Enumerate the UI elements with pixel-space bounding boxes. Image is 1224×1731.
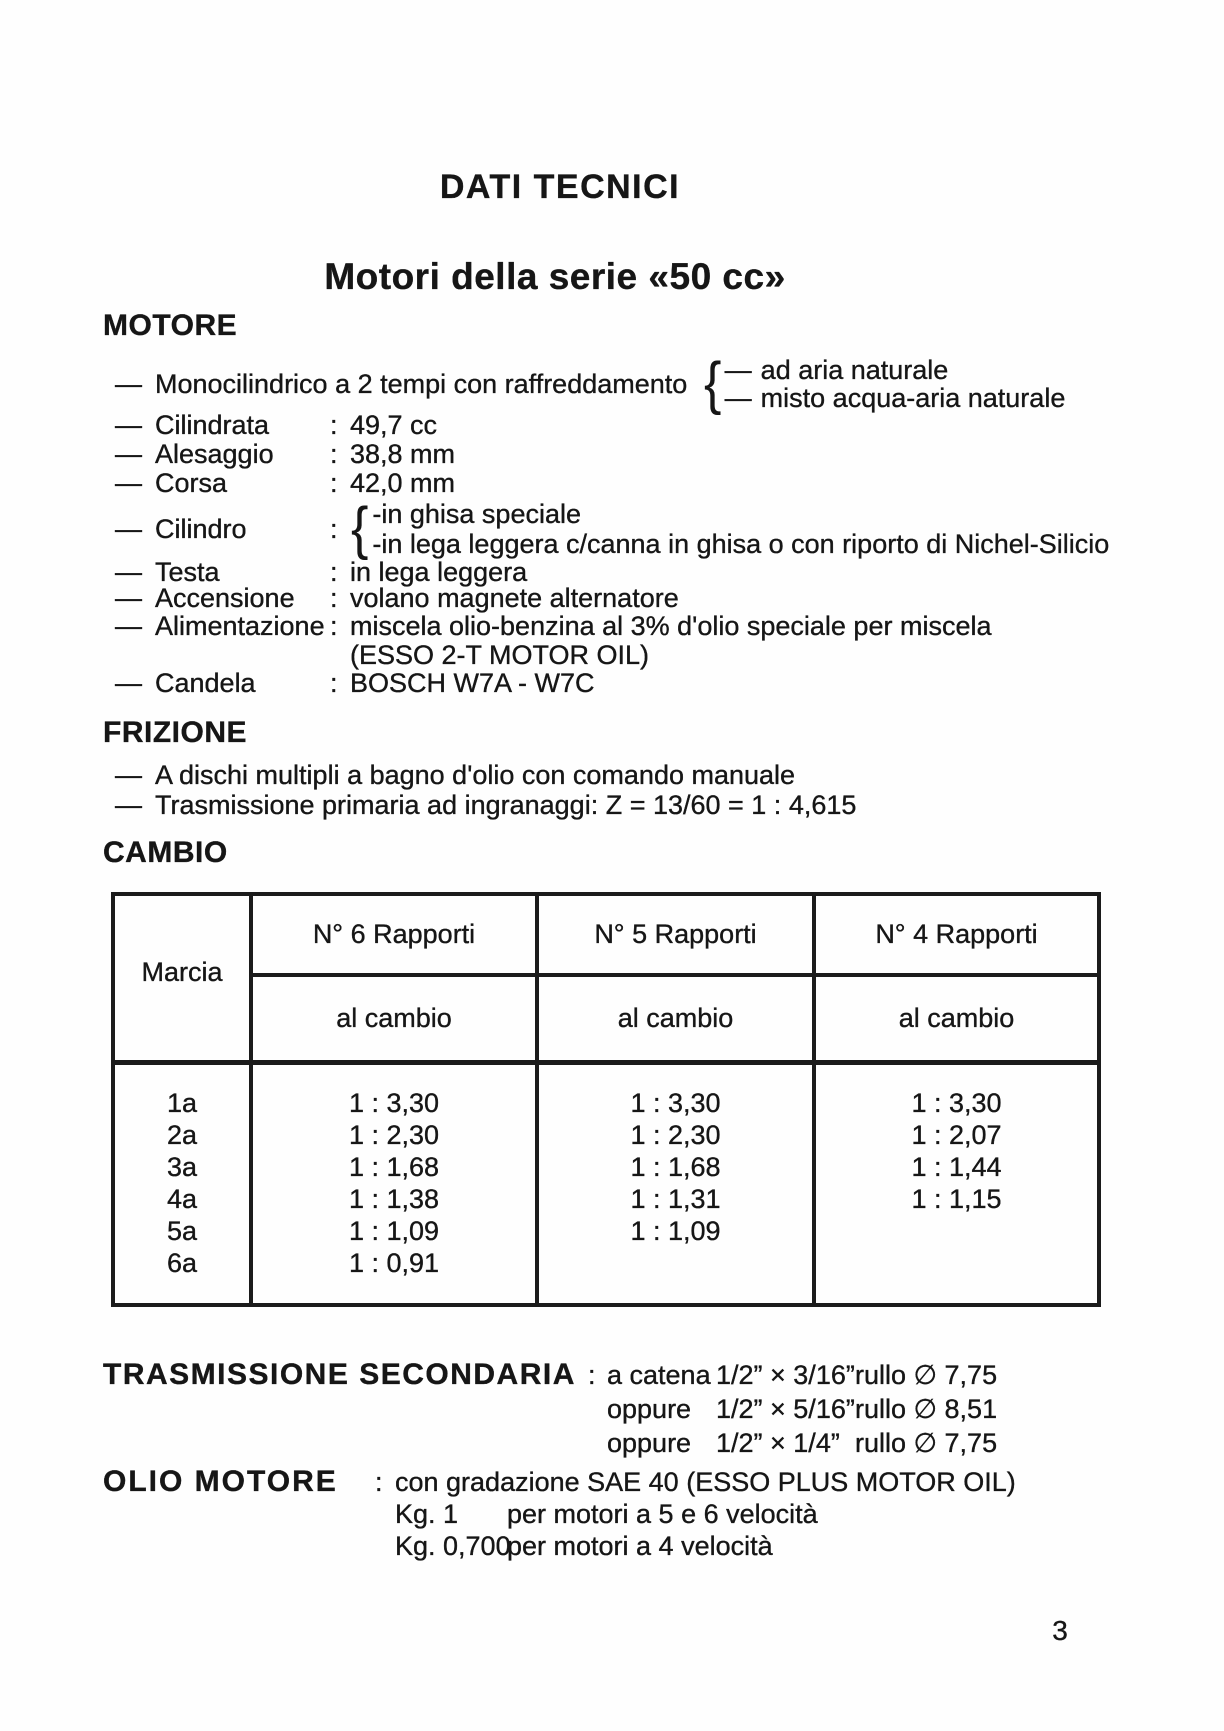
table-header-4-rapporti: N° 4 Rapporti — [875, 919, 1038, 949]
table-header-5-rapporti: N° 5 Rapporti — [539, 896, 816, 973]
dash-bullet: — — [115, 368, 142, 399]
spec-row-candela — [103, 669, 595, 698]
cilindro-options — [372, 499, 1109, 559]
chain-spec-roller: rullo ∅ 7,75 — [855, 1360, 998, 1390]
dash-bullet: — — [115, 611, 142, 641]
spec-value-multiline — [350, 612, 991, 670]
spec-row-raffreddamento — [103, 352, 1065, 416]
ratio-value: 1 : 1,15 — [911, 1184, 1002, 1214]
colon: : — [330, 583, 338, 613]
dash-bullet: — — [115, 410, 142, 440]
option-line — [725, 356, 1066, 384]
spec-value-line: miscela olio-benzina al 3% d'olio speciale per miscela — [350, 611, 992, 641]
ratio-value: 1 : 1,44 — [911, 1152, 1002, 1182]
trasmissione-lines — [607, 1358, 997, 1460]
list-item-text: A dischi multipli a bagno d'olio con comando manuale — [155, 760, 796, 790]
dash-bullet: — — [115, 760, 142, 790]
spec-label: Cilindro — [155, 513, 247, 544]
colon: : — [330, 513, 338, 544]
dash-bullet: — — [115, 439, 142, 469]
dash-bullet: — — [115, 668, 142, 698]
page-subtitle: Motori della serie «50 cc» — [324, 256, 786, 297]
oil-qty-desc: per motori a 4 velocità — [507, 1531, 773, 1561]
ratio-value: 1 : 2,30 — [348, 1120, 440, 1150]
table-subheader-al-cambio: al cambio — [816, 973, 1097, 1060]
spec-label: Corsa — [155, 468, 228, 498]
raffreddamento-options — [725, 356, 1066, 412]
oil-qty: Kg. 1 — [395, 1499, 459, 1529]
list-item-text: Trasmissione primaria ad ingranaggi: Z = 13/60 = 1 : 4,615 — [155, 790, 857, 820]
spec-text: Monocilindrico a 2 tempi con raffreddamento — [155, 368, 688, 399]
colon: : — [330, 468, 338, 498]
dash-bullet: — — [724, 383, 752, 413]
ratio-column-5 — [539, 1060, 816, 1303]
list-item — [103, 790, 856, 820]
frizione-items — [103, 760, 856, 820]
page-title: DATI TECNICI — [439, 168, 681, 206]
colon: : — [375, 1467, 383, 1497]
chain-spec-roller: rullo ∅ 8,51 — [855, 1394, 998, 1424]
brace-glyph: { — [350, 496, 369, 561]
section-heading-motore: MOTORE — [103, 309, 238, 342]
spec-row-cilindro — [103, 498, 1109, 560]
oil-grade-line: con gradazione SAE 40 (ESSO PLUS MOTOR OIL) — [395, 1467, 1016, 1497]
spec-label: Accensione — [155, 583, 295, 613]
olio-motore-block — [103, 1466, 1016, 1562]
section-heading-trasmissione-secondaria: TRASMISSIONE SECONDARIA — [103, 1358, 576, 1391]
olio-lines — [395, 1466, 1016, 1562]
colon: : — [330, 439, 338, 469]
gear-label: 2a — [166, 1120, 198, 1150]
chain-spec-size: 1/2” × 3/16” — [716, 1360, 855, 1390]
ratio-value: 1 : 0,91 — [348, 1248, 440, 1278]
dash-bullet: — — [115, 513, 142, 544]
table-row-header-marcia: Marcia — [115, 896, 253, 1060]
ratio-column-6 — [253, 1060, 539, 1303]
option-line — [725, 384, 1066, 412]
chain-spec-line — [607, 1426, 997, 1460]
spec-row-corsa — [103, 469, 455, 498]
spec-label: Testa — [155, 557, 220, 587]
ratio-value: 1 : 3,30 — [630, 1088, 721, 1118]
ratio-value: 1 : 2,07 — [911, 1120, 1002, 1150]
colon: : — [330, 557, 338, 587]
gear-label: 6a — [166, 1248, 198, 1278]
ratio-value: 1 : 1,09 — [348, 1216, 440, 1246]
section-heading-olio-motore: OLIO MOTORE — [103, 1465, 338, 1498]
ratio-value: 1 : 3,30 — [911, 1088, 1002, 1118]
spec-row-accensione — [103, 584, 679, 613]
colon: : — [330, 611, 338, 641]
trasmissione-secondaria-block — [103, 1358, 997, 1460]
ratio-value: 1 : 3,30 — [348, 1088, 440, 1118]
colon: : — [588, 1360, 596, 1390]
page-number: 3 — [1052, 1615, 1068, 1646]
spec-value: BOSCH W7A - W7C — [350, 668, 595, 698]
table-subheader-al-cambio: al cambio — [253, 973, 539, 1060]
ratio-column-4 — [816, 1060, 1097, 1303]
list-item — [103, 760, 856, 790]
table-header-6-rapporti: N° 6 Rapporti — [253, 896, 539, 973]
option-text: misto acqua-aria naturale — [760, 383, 1066, 413]
dash-bullet: — — [724, 355, 752, 385]
chain-spec-roller: rullo ∅ 7,75 — [855, 1428, 998, 1458]
chain-spec-line — [607, 1358, 997, 1392]
oil-qty-desc: per motori a 5 e 6 velocità — [507, 1499, 818, 1529]
dash-bullet: — — [115, 790, 142, 820]
spec-value: 42,0 mm — [350, 468, 456, 498]
spec-value-line: (ESSO 2-T MOTOR OIL) — [350, 640, 650, 670]
gear-label: 3a — [166, 1152, 198, 1182]
oil-qty-line — [395, 1530, 1016, 1562]
chain-spec-line — [607, 1392, 997, 1426]
spec-row-alesaggio — [103, 440, 455, 469]
dash-bullet: — — [115, 468, 142, 498]
oil-qty: Kg. 0,700 — [395, 1531, 511, 1561]
spec-value: 49,7 cc — [350, 410, 438, 440]
colon: : — [330, 668, 338, 698]
spec-label: Cilindrata — [155, 410, 270, 440]
ratio-value: 1 : 1,38 — [348, 1184, 440, 1214]
gear-label: 4a — [166, 1184, 198, 1214]
ratio-value: 1 : 2,30 — [630, 1120, 721, 1150]
dash-bullet: — — [115, 557, 142, 587]
chain-spec-word: oppure — [607, 1428, 692, 1458]
colon: : — [330, 410, 338, 440]
brace-glyph: { — [704, 351, 722, 416]
gear-label: 1a — [166, 1088, 198, 1118]
ratio-value: 1 : 1,68 — [348, 1152, 440, 1182]
chain-spec-size: 1/2” × 5/16” — [716, 1394, 855, 1424]
spec-value: 38,8 mm — [350, 439, 456, 469]
spec-value: volano magnete alternatore — [350, 583, 679, 613]
ratio-value: 1 : 1,68 — [630, 1152, 721, 1182]
spec-value: in lega leggera — [350, 557, 528, 587]
option-text: -in lega leggera c/canna in ghisa o con riporto di Nichel-Silicio — [372, 529, 1110, 559]
dash-bullet: — — [115, 583, 142, 613]
table-subheader-al-cambio: al cambio — [539, 973, 816, 1060]
ratio-value: 1 : 1,09 — [630, 1216, 721, 1246]
option-text: ad aria naturale — [760, 355, 949, 385]
oil-qty-line — [395, 1498, 1016, 1530]
section-heading-cambio: CAMBIO — [103, 836, 228, 869]
gear-label: 5a — [166, 1216, 198, 1246]
spec-label: Alesaggio — [155, 439, 274, 469]
spec-row-cilindrata — [103, 411, 437, 440]
chain-spec-size: 1/2” × 1/4” — [716, 1428, 840, 1458]
gear-label-column — [115, 1060, 253, 1303]
ratio-value: 1 : 1,31 — [630, 1184, 721, 1214]
spec-label: Candela — [155, 668, 256, 698]
section-heading-frizione: FRIZIONE — [103, 716, 247, 749]
chain-spec-word: a catena — [607, 1360, 711, 1390]
spec-label: Alimentazione — [155, 611, 325, 641]
spec-row-alimentazione — [103, 612, 991, 670]
cambio-table — [111, 892, 1101, 1307]
option-text: -in ghisa speciale — [372, 499, 581, 529]
chain-spec-word: oppure — [607, 1394, 692, 1424]
